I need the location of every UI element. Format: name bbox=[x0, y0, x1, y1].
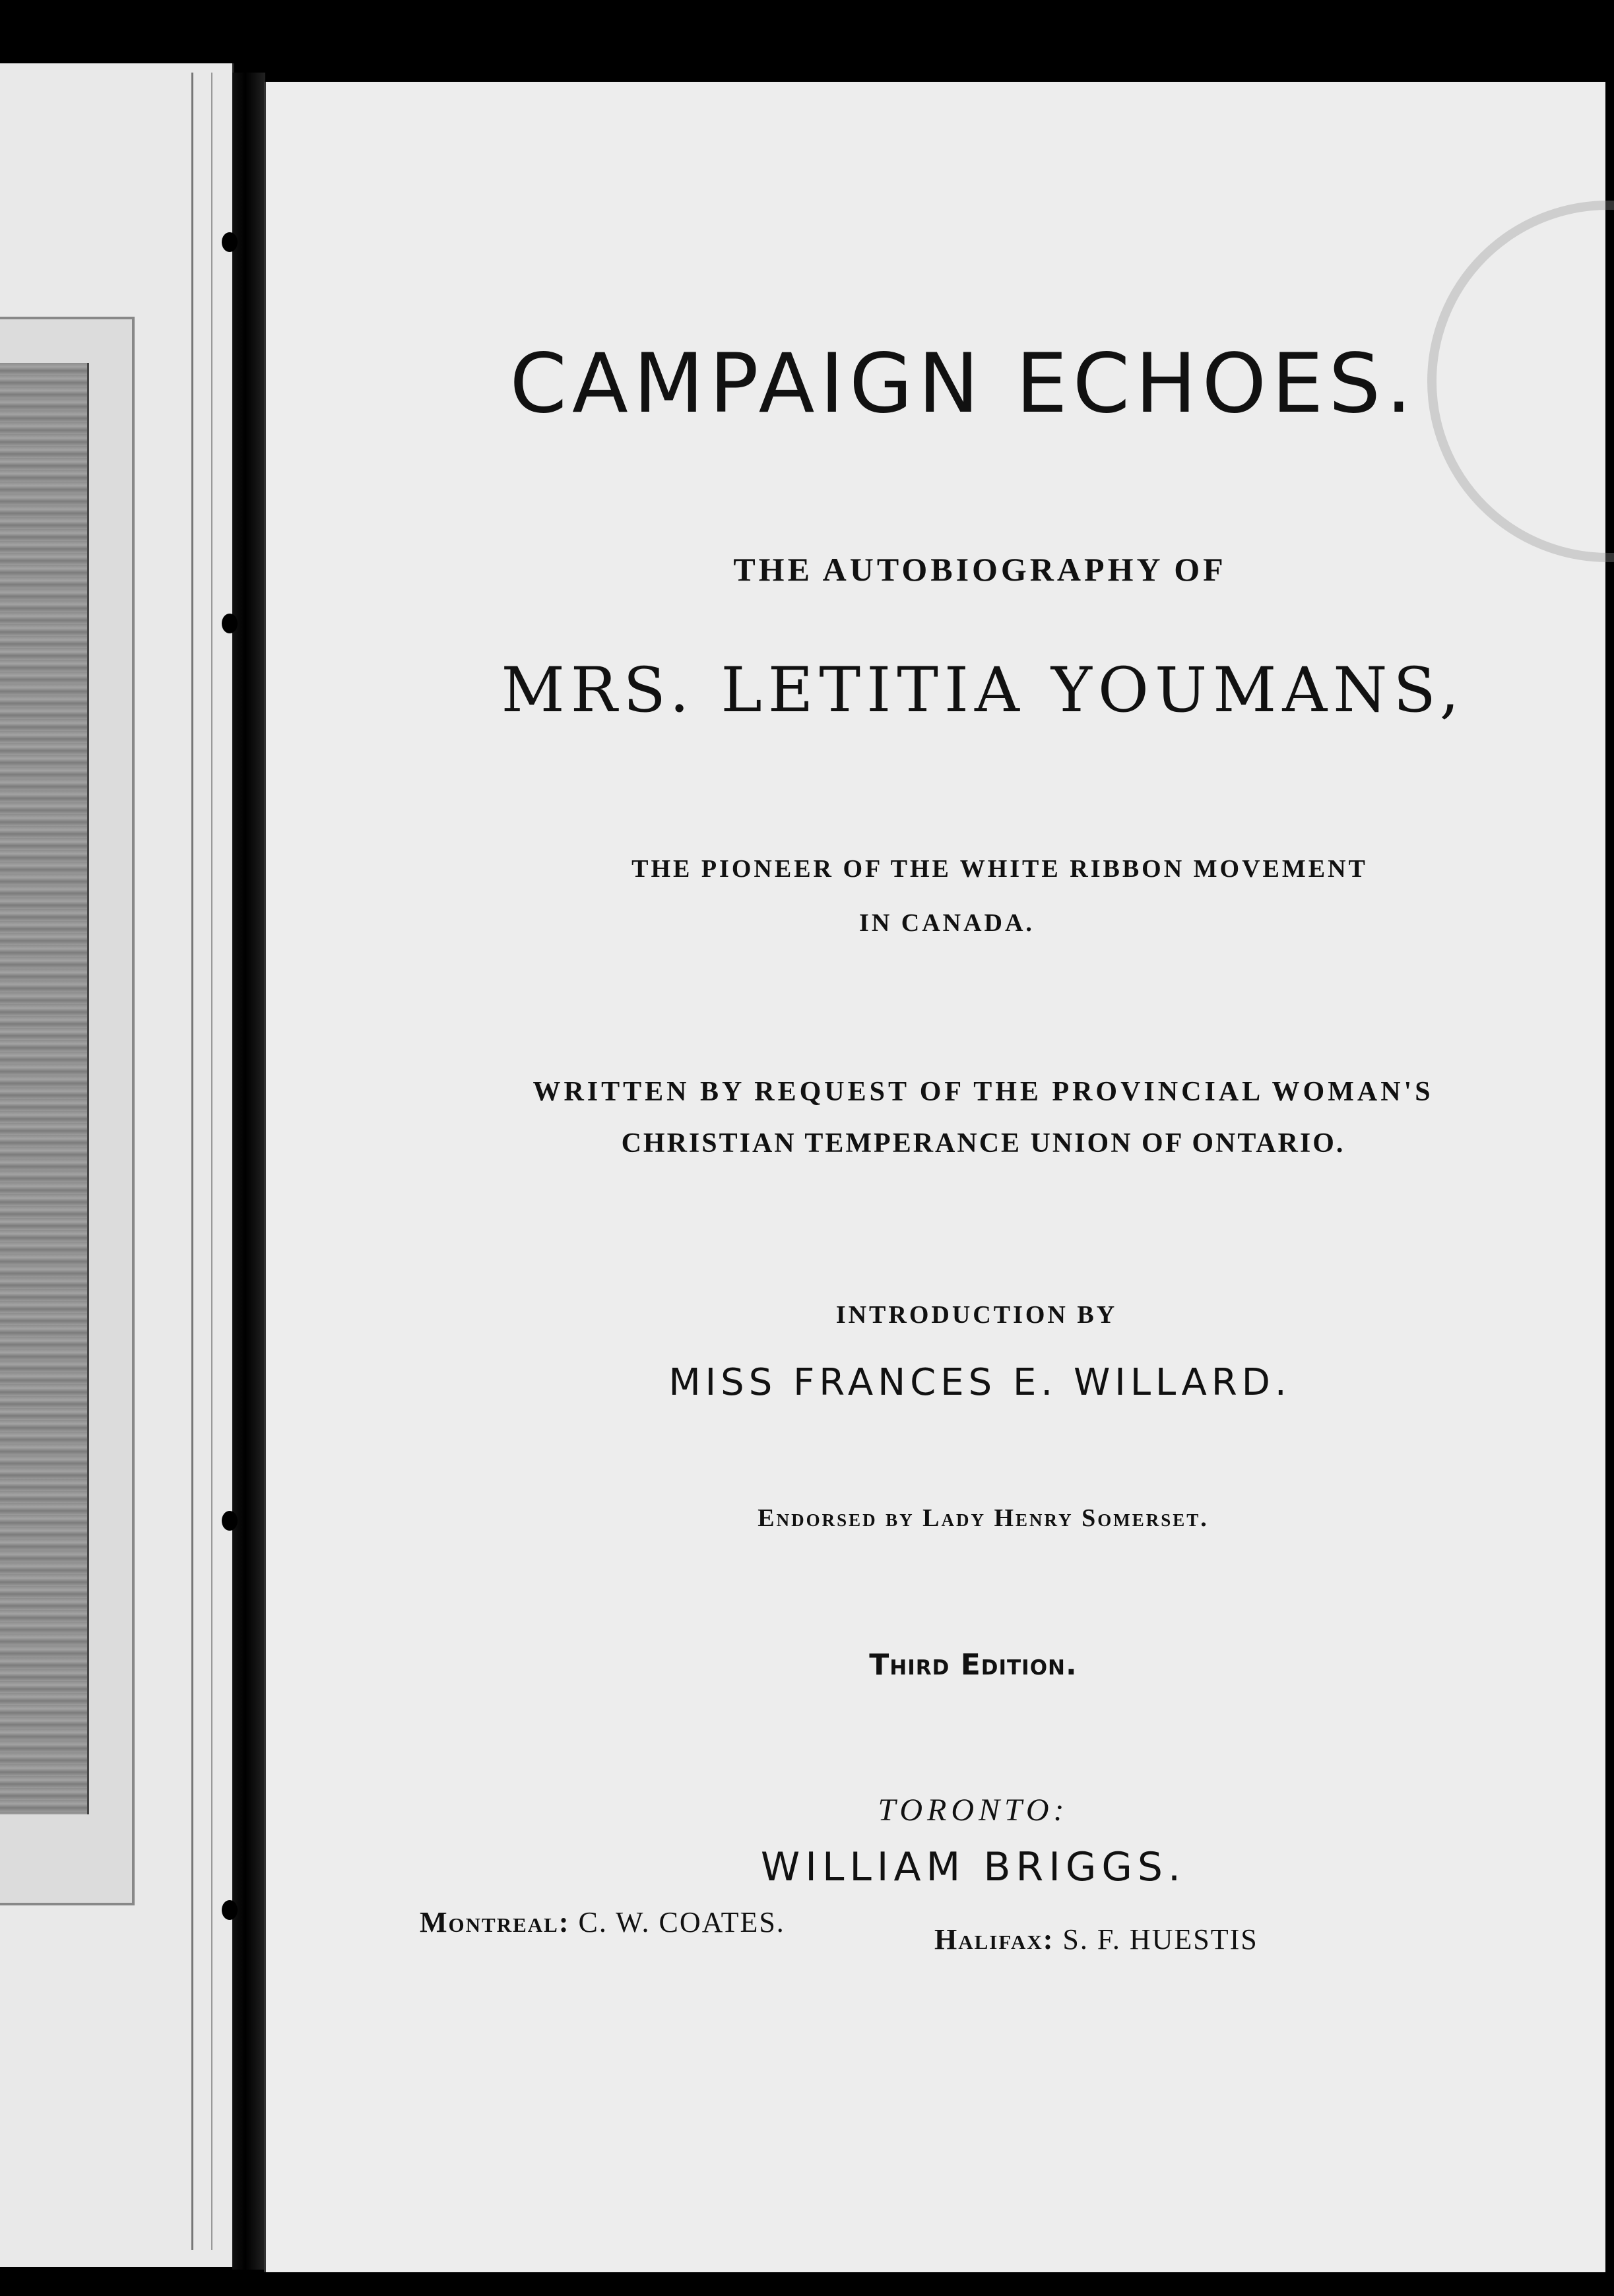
author-name: MRS. LETITIA YOUMANS, bbox=[501, 654, 1466, 726]
endorsement-line: Endorsed by Lady Henry Somerset. bbox=[758, 1504, 1209, 1532]
author-description-line-2: IN CANADA. bbox=[859, 909, 1035, 937]
book-title: CAMPAIGN ECHOES. bbox=[509, 336, 1417, 431]
introduction-label: INTRODUCTION BY bbox=[835, 1301, 1118, 1329]
halifax-agent: S. F. HUESTIS bbox=[1062, 1923, 1258, 1956]
commission-line-2: CHRISTIAN TEMPERANCE UNION OF ONTARIO. bbox=[621, 1128, 1345, 1159]
page-edge-line bbox=[211, 73, 212, 2250]
frontispiece-plate bbox=[0, 363, 89, 1814]
page-edge-line bbox=[191, 73, 193, 2250]
binding-thread-mark bbox=[222, 232, 238, 252]
publication-city: TORONTO: bbox=[878, 1793, 1069, 1828]
commission-line-1: WRITTEN BY REQUEST OF THE PROVINCIAL WOMAN'S bbox=[533, 1077, 1434, 1107]
introducer-name: MISS FRANCES E. WILLARD. bbox=[668, 1361, 1291, 1404]
publisher-name: WILLIAM BRIGGS. bbox=[760, 1844, 1186, 1890]
edition-line: Third Edition. bbox=[869, 1648, 1078, 1682]
montreal-agent-line bbox=[420, 1908, 785, 1937]
binding-thread-mark bbox=[222, 1900, 238, 1920]
book-gutter bbox=[232, 73, 265, 2270]
halifax-agent-line bbox=[934, 1925, 1258, 1954]
montreal-label: Montreal: bbox=[420, 1906, 570, 1938]
binding-thread-mark bbox=[222, 1511, 238, 1531]
halifax-label: Halifax: bbox=[934, 1923, 1054, 1956]
binding-thread-mark bbox=[222, 614, 238, 633]
montreal-agent: C. W. COATES. bbox=[578, 1906, 785, 1938]
author-description-line-1: THE PIONEER OF THE WHITE RIBBON MOVEMENT bbox=[631, 855, 1368, 883]
book-subtitle: THE AUTOBIOGRAPHY OF bbox=[733, 551, 1227, 588]
